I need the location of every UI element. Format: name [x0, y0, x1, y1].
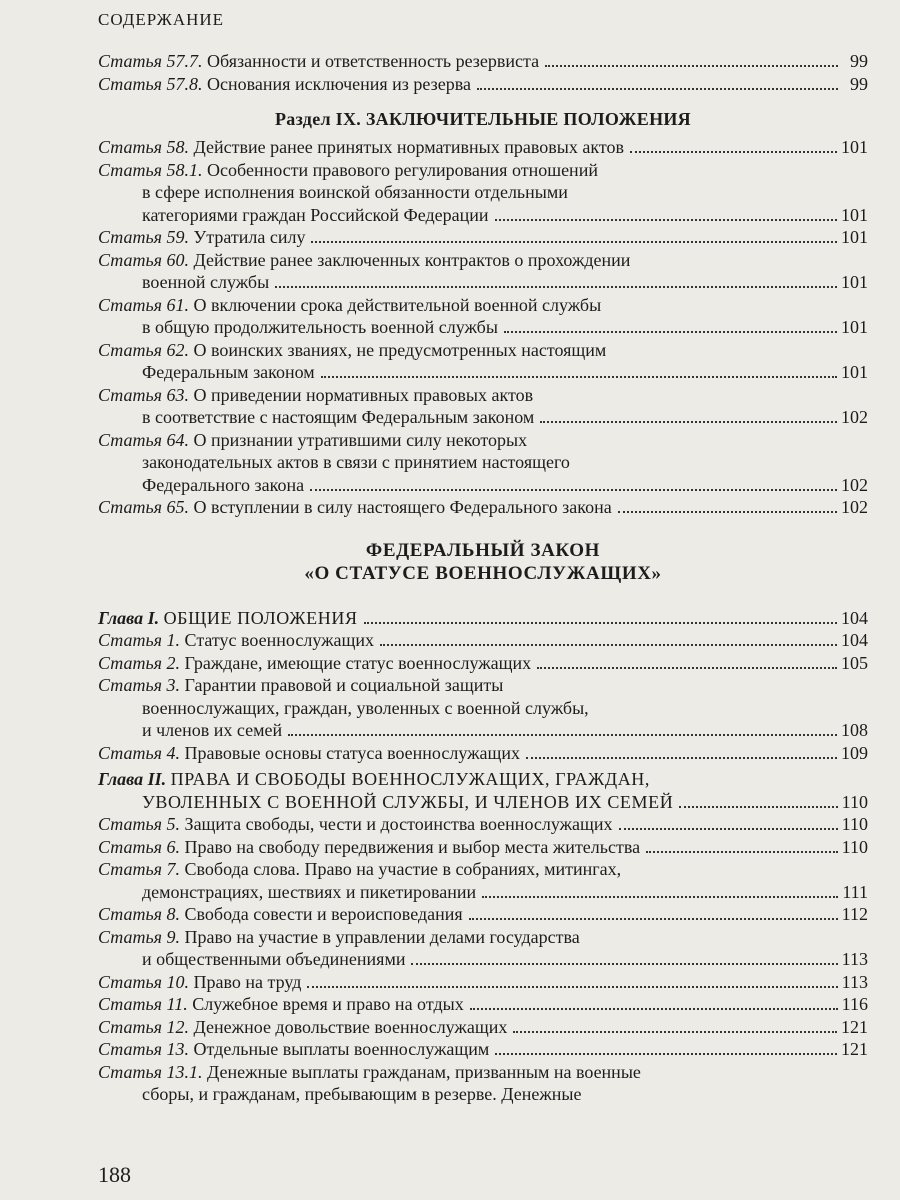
- section-heading: Раздел IX. ЗАКЛЮЧИТЕЛЬНЫЕ ПОЛОЖЕНИЯ: [274, 109, 691, 129]
- toc-entry-title: Право на труд: [193, 971, 302, 992]
- toc-entry-title: военной службы: [142, 272, 270, 292]
- toc-entry[interactable]: [98, 836, 868, 859]
- toc-entry-title: О включении срока действительной военной службы: [193, 294, 602, 315]
- law-title-line-1: ФЕДЕРАЛЬНЫЙ ЗАКОН: [365, 539, 601, 561]
- toc-page-number: 109: [841, 742, 868, 763]
- toc-entry-number: Статья 10.: [98, 971, 190, 992]
- toc-entry-title: О вступлении в силу настоящего Федерального закона: [193, 497, 612, 517]
- toc-entry-number: Статья 13.: [98, 1039, 190, 1059]
- toc-entry[interactable]: [98, 429, 868, 497]
- toc-entry-number: Статья 2.: [98, 652, 181, 673]
- toc-entry-number: Статья 4.: [98, 742, 181, 763]
- toc-entry-line: [98, 607, 868, 630]
- toc-entry-line: [98, 181, 868, 204]
- toc-entry-number: Статья 62.: [98, 339, 190, 360]
- toc-entry-title: Утратила силу: [193, 227, 306, 247]
- toc-entry-line: [98, 971, 868, 994]
- toc-page-number: 116: [841, 994, 868, 1014]
- toc-entry-line: [98, 249, 868, 272]
- toc-page-number: 102: [841, 474, 868, 495]
- toc-entry-line: [98, 1061, 868, 1084]
- page-number: 188: [98, 1162, 131, 1187]
- toc-entry-title: сборы, и гражданам, пребывающим в резерве. Денежные: [142, 1084, 582, 1104]
- toc-entry-title: Гарантии правовой и социальной защиты: [184, 675, 504, 695]
- toc-entry-title: и членов их семей: [142, 720, 283, 740]
- toc-entry-line: [98, 271, 868, 294]
- toc-page-number: 102: [841, 497, 868, 517]
- toc-entry[interactable]: [98, 926, 868, 971]
- dot-leader: [307, 986, 837, 988]
- toc-group-chapter-2: [98, 813, 868, 1106]
- toc-entry-line: [98, 226, 868, 249]
- dot-leader: [310, 489, 837, 491]
- toc-entry-number: Статья 64.: [98, 429, 190, 450]
- toc-entry-number: Глава I.: [98, 607, 160, 628]
- toc-entry-title: военнослужащих, граждан, уволенных с военной службы,: [142, 697, 589, 718]
- toc-group-chapter-1: [98, 629, 868, 764]
- toc-entry[interactable]: [98, 993, 868, 1016]
- toc-entry[interactable]: [98, 496, 868, 519]
- dot-leader: [618, 511, 837, 513]
- toc-chapter-2: [98, 768, 868, 813]
- dot-leader: [469, 918, 838, 920]
- toc-entry-line: [98, 742, 868, 765]
- toc-chapter-entry[interactable]: [98, 607, 868, 630]
- toc-entry-line: [98, 719, 868, 742]
- dot-leader: [311, 241, 837, 243]
- toc-entry-line: [98, 926, 868, 949]
- dot-leader: [540, 421, 837, 423]
- toc-entry[interactable]: [98, 159, 868, 227]
- toc-entry-line: [98, 836, 868, 859]
- dot-leader: [477, 88, 838, 90]
- running-head: СОДЕРЖАНИЕ: [98, 10, 225, 29]
- toc-entry[interactable]: [98, 73, 868, 96]
- toc-entry-title: в сфере исполнения воинской обязанности отдельными: [142, 182, 568, 202]
- toc-entry-line: [98, 791, 868, 814]
- table-of-contents: [98, 50, 868, 1106]
- toc-entry[interactable]: [98, 813, 868, 836]
- toc-entry-number: Статья 6.: [98, 836, 181, 857]
- law-title: [98, 539, 868, 585]
- toc-entry-number: Статья 65.: [98, 497, 190, 517]
- toc-entry-line: [98, 881, 868, 904]
- toc-entry-line: [98, 159, 868, 182]
- toc-chapter-1: [98, 607, 868, 630]
- toc-entry-title: в соответствие с настоящим Федеральным законом: [142, 407, 535, 427]
- toc-entry[interactable]: [98, 249, 868, 294]
- toc-entry-title: Свобода совести и вероисповедания: [184, 904, 463, 924]
- toc-entry-number: Статья 8.: [98, 904, 181, 924]
- toc-page-number: 99: [850, 73, 868, 94]
- toc-entry-title: Денежные выплаты гражданам, призванным на военные: [207, 1061, 641, 1082]
- dot-leader: [630, 151, 837, 153]
- toc-entry-title: Особенности правового регулирования отношений: [207, 159, 598, 180]
- toc-entry-number: Статья 58.: [98, 137, 190, 157]
- toc-entry-line: [98, 50, 868, 73]
- toc-entry[interactable]: [98, 629, 868, 652]
- toc-entry-number: Глава II.: [98, 769, 167, 789]
- toc-page-number: 101: [841, 272, 868, 292]
- toc-entry-title: категориями граждан Российской Федерации: [142, 204, 489, 225]
- toc-entry-title: Служебное время и право на отдых: [192, 994, 464, 1014]
- dot-leader: [495, 219, 837, 221]
- toc-entry-line: [98, 768, 868, 791]
- toc-entry-title: и общественными объединениями: [142, 949, 406, 969]
- toc-entry[interactable]: [98, 1016, 868, 1039]
- toc-entry-number: Статья 57.7.: [98, 51, 203, 71]
- toc-page-number: 110: [841, 836, 868, 857]
- toc-entry-title: Отдельные выплаты военнослужащим: [193, 1039, 490, 1059]
- toc-entry-title: Обязанности и ответственность резервиста: [207, 51, 540, 71]
- toc-entry[interactable]: [98, 384, 868, 429]
- dot-leader: [495, 1053, 837, 1055]
- toc-chapter-entry[interactable]: [98, 768, 868, 813]
- toc-page-number: 121: [841, 1039, 868, 1059]
- toc-page-number: 110: [841, 791, 868, 812]
- toc-page-number: 121: [841, 1016, 868, 1037]
- toc-entry-line: [98, 813, 868, 836]
- toc-entry-line: [98, 474, 868, 497]
- toc-entry-title: О признании утратившими силу некоторых: [193, 429, 528, 450]
- toc-entry-number: Статья 63.: [98, 384, 190, 405]
- toc-entry-number: Статья 61.: [98, 294, 190, 315]
- dot-leader: [321, 376, 837, 378]
- toc-entry-title: О приведении нормативных правовых актов: [193, 384, 534, 405]
- toc-entry-number: Статья 12.: [98, 1016, 190, 1037]
- toc-entry[interactable]: [98, 971, 868, 994]
- toc-entry-number: Статья 59.: [98, 227, 190, 247]
- dot-leader: [275, 286, 837, 288]
- toc-page-number: 101: [841, 362, 868, 382]
- toc-entry-line: [98, 294, 868, 317]
- toc-entry-number: Статья 57.8.: [98, 73, 203, 94]
- toc-entry-title: Правовые основы статуса военнослужащих: [184, 742, 521, 763]
- toc-entry-title: Основания исключения из резерва: [207, 73, 471, 94]
- toc-entry-title: О воинских званиях, не предусмотренных настоящим: [193, 339, 607, 360]
- toc-entry[interactable]: [98, 226, 868, 249]
- dot-leader: [537, 667, 837, 669]
- toc-entry[interactable]: [98, 652, 868, 675]
- toc-group-reserve: [98, 50, 868, 95]
- toc-entry-line: [98, 629, 868, 652]
- toc-entry-line: [98, 652, 868, 675]
- toc-page-number: 101: [841, 317, 868, 337]
- toc-page-number: 101: [841, 204, 868, 225]
- toc-page-number: 108: [841, 720, 868, 740]
- toc-entry-title: Граждане, имеющие статус военнослужащих: [184, 652, 532, 673]
- dot-leader: [526, 757, 837, 759]
- toc-entry[interactable]: [98, 742, 868, 765]
- toc-entry-number: Статья 9.: [98, 926, 181, 947]
- toc-entry-title: демонстрациях, шествиях и пикетировании: [142, 881, 477, 902]
- dot-leader: [679, 806, 837, 808]
- toc-entry-line: [98, 948, 868, 971]
- toc-entry[interactable]: [98, 294, 868, 339]
- toc-entry-line: [98, 204, 868, 227]
- toc-entry-line: [98, 697, 868, 720]
- toc-entry-title: в общую продолжительность военной службы: [142, 317, 498, 337]
- toc-entry-line: [98, 858, 868, 881]
- toc-entry-line: [98, 1016, 868, 1039]
- toc-entry-title: ОБЩИЕ ПОЛОЖЕНИЯ: [163, 607, 358, 628]
- toc-entry-line: [98, 496, 868, 519]
- toc-entry-line: [98, 451, 868, 474]
- toc-entry-title: Действие ранее заключенных контрактов о прохождении: [193, 249, 631, 270]
- toc-page-number: 101: [841, 137, 868, 157]
- toc-entry-line: [98, 339, 868, 362]
- toc-entry-number: Статья 60.: [98, 249, 190, 270]
- toc-entry[interactable]: [98, 858, 868, 903]
- toc-entry-number: Статья 58.1.: [98, 159, 203, 180]
- toc-entry-title: Статус военнослужащих: [184, 630, 374, 650]
- dot-leader: [288, 734, 837, 736]
- dot-leader: [380, 644, 837, 646]
- toc-entry-line: [98, 136, 868, 159]
- toc-entry-line: [98, 993, 868, 1016]
- toc-entry[interactable]: [98, 903, 868, 926]
- toc-entry-line: [98, 384, 868, 407]
- toc-entry-title: Свобода слова. Право на участие в собраниях, митингах,: [184, 859, 622, 879]
- toc-entry-title: Защита свободы, чести и достоинства военнослужащих: [184, 814, 613, 834]
- toc-entry-line: [98, 674, 868, 697]
- toc-entry-number: Статья 7.: [98, 859, 181, 879]
- dot-leader: [545, 65, 838, 67]
- toc-page-number: 99: [850, 51, 868, 71]
- toc-entry-number: Статья 3.: [98, 675, 181, 695]
- dot-leader: [411, 963, 837, 965]
- toc-entry-number: Статья 1.: [98, 630, 181, 650]
- toc-entry-line: [98, 1083, 868, 1106]
- dot-leader: [646, 851, 838, 853]
- toc-entry-title: ПРАВА И СВОБОДЫ ВОЕННОСЛУЖАЩИХ, ГРАЖДАН,: [170, 769, 650, 789]
- dot-leader: [482, 896, 838, 898]
- toc-entry-line: [98, 361, 868, 384]
- toc-entry-title: Право на свободу передвижения и выбор места жительства: [184, 836, 641, 857]
- toc-entry-title: УВОЛЕННЫХ С ВОЕННОЙ СЛУЖБЫ, И ЧЛЕНОВ ИХ СЕМЕЙ: [142, 791, 674, 812]
- toc-entry-line: [98, 903, 868, 926]
- toc-page-number: 113: [841, 949, 868, 969]
- toc-page-number: 112: [841, 904, 868, 924]
- dot-leader: [470, 1008, 838, 1010]
- toc-entry[interactable]: [98, 50, 868, 73]
- toc-page-number: 104: [841, 607, 868, 628]
- toc-page-number: 110: [841, 814, 868, 834]
- toc-page-number: 105: [841, 652, 868, 673]
- toc-entry-title: Право на участие в управлении делами государства: [184, 926, 580, 947]
- toc-entry-number: Статья 11.: [98, 994, 188, 1014]
- dot-leader: [513, 1031, 837, 1033]
- toc-entry-line: [98, 1038, 868, 1061]
- toc-entry-title: Действие ранее принятых нормативных правовых актов: [193, 137, 624, 157]
- toc-entry[interactable]: [98, 1061, 868, 1106]
- toc-group-final-provisions: [98, 136, 868, 519]
- toc-entry-line: [98, 316, 868, 339]
- toc-entry-title: законодательных актов в связи с принятием настоящего: [142, 452, 570, 472]
- toc-entry[interactable]: [98, 674, 868, 742]
- dot-leader: [619, 828, 838, 830]
- toc-page-number: 113: [841, 971, 868, 992]
- toc-entry[interactable]: [98, 136, 868, 159]
- toc-page-number: 104: [841, 630, 868, 650]
- toc-entry-line: [98, 73, 868, 96]
- toc-entry[interactable]: [98, 339, 868, 384]
- toc-page-number: 101: [841, 227, 868, 247]
- toc-entry-line: [98, 429, 868, 452]
- dot-leader: [364, 622, 837, 624]
- toc-entry[interactable]: [98, 1038, 868, 1061]
- dot-leader: [504, 331, 837, 333]
- toc-page-number: 111: [842, 881, 868, 902]
- toc-entry-number: Статья 5.: [98, 814, 181, 834]
- toc-entry-line: [98, 406, 868, 429]
- toc-entry-title: Денежное довольствие военнослужащих: [193, 1016, 508, 1037]
- toc-page-number: 102: [841, 407, 868, 427]
- law-title-line-2: «О СТАТУСЕ ВОЕННОСЛУЖАЩИХ»: [304, 562, 662, 584]
- toc-entry-number: Статья 13.1.: [98, 1061, 203, 1082]
- toc-entry-title: Федерального закона: [142, 474, 305, 495]
- toc-entry-title: Федеральным законом: [142, 362, 315, 382]
